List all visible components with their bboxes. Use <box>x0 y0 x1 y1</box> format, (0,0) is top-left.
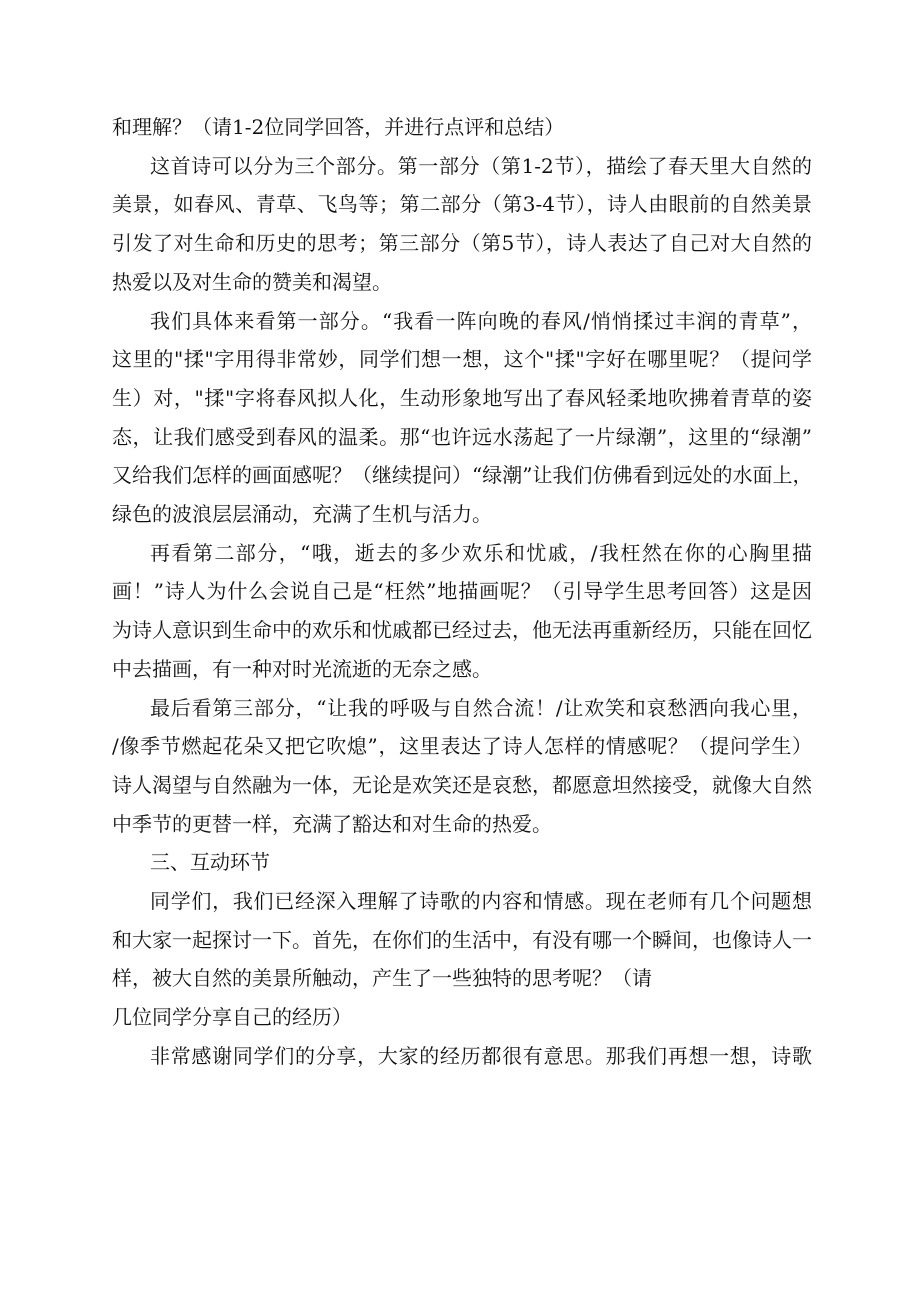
text-line: 热爱以及对生命的赞美和渴望。 <box>112 269 392 294</box>
text-line: 我们具体来看第一部分。“我看一阵向晚的春风/悄悄揉过丰润的青草”， <box>150 308 812 333</box>
text-line: 为诗人意识到生命中的欢乐和忧戚都已经过去，他无法再重新经历，只能在回忆 <box>112 618 812 643</box>
text-line: 又给我们怎样的画面感呢？（继续提问）“绿潮”让我们仿佛看到远处的水面上， <box>112 463 813 488</box>
text-line: 和理解？（请1-2位同学回答，并进行点评和总结） <box>112 115 565 139</box>
text-line: 生）对，"揉"字将春风拟人化，生动形象地写出了春风轻柔地吹拂着青草的姿 <box>112 385 812 410</box>
text-line: 这里的"揉"字用得非常妙，同学们想一想，这个"揉"字好在哪里呢？（提问学 <box>112 347 812 372</box>
text-line: 诗人渴望与自然融为一体，无论是欢笑还是哀愁，都愿意坦然接受，就像大自然 <box>112 772 812 797</box>
text-line: 绿色的波浪层层涌动，充满了生机与活力。 <box>112 502 492 527</box>
text-line: 美景，如春风、青草、飞鸟等；第二部分（第3-4节），诗人由眼前的自然美景 <box>112 192 812 217</box>
text-line: /像季节燃起花朵又把它吹熄”，这里表达了诗人怎样的情感呢？（提问学生） <box>112 734 812 759</box>
text-line: 和大家一起探讨一下。首先，在你们的生活中，有没有哪一个瞬间，也像诗人一 <box>112 927 812 952</box>
text-line: 同学们，我们已经深入理解了诗歌的内容和情感。现在老师有几个问题想 <box>150 889 812 914</box>
text-line: 非常感谢同学们的分享，大家的经历都很有意思。那我们再想一想，诗歌 <box>150 1043 812 1068</box>
text-line: 再看第二部分，“哦，逝去的多少欢乐和忧戚，/我枉然在你的心胸里描 <box>150 540 812 565</box>
text-line: 态，让我们感受到春风的温柔。那“也许远水荡起了一片绿潮”，这里的“绿潮” <box>112 424 812 449</box>
text-line: 画！”诗人为什么会说自己是“枉然”地描画呢？（引导学生思考回答）这是因 <box>112 579 812 604</box>
text-line: 中去描画，有一种对时光流逝的无奈之感。 <box>112 656 492 681</box>
section-heading: 三、互动环节 <box>150 850 270 875</box>
text-line: 几位同学分享自己的经历） <box>112 1005 352 1030</box>
text-line: 样，被大自然的美景所触动，产生了一些独特的思考呢？（请 <box>112 966 652 991</box>
document-body <box>112 108 812 1076</box>
text-line: 这首诗可以分为三个部分。第一部分（第1-2节），描绘了春天里大自然的 <box>150 153 812 178</box>
text-line: 引发了对生命和历史的思考；第三部分（第5节），诗人表达了自己对大自然的 <box>112 231 812 256</box>
text-line: 中季节的更替一样，充满了豁达和对生命的热爱。 <box>112 811 552 836</box>
text-line: 最后看第三部分，“让我的呼吸与自然合流！/让欢笑和哀愁洒向我心里， <box>150 695 812 720</box>
